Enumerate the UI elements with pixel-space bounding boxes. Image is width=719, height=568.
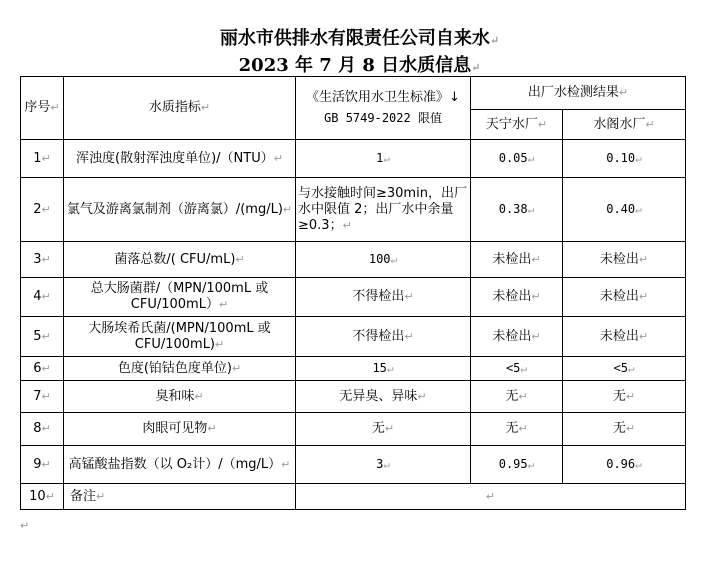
row-plant2-value: 0.10↵ [563,140,686,178]
subtitle-text: 2023 年 7 月 8 日水质信息 [238,55,472,76]
table-row [21,178,686,242]
remark-label: 备注↵ [64,484,296,510]
header-results: 出厂水检测结果↵ [471,77,686,110]
row-limit: 15↵ [296,357,471,381]
row-limit: 与水接触时间≥30min，出厂水中限值 2；出厂水中余量≥0.3；↵ [296,178,471,242]
water-quality-table [20,76,686,510]
table-row [21,278,686,317]
row-plant1-value: <5↵ [471,357,563,381]
row-seq: 5↵ [21,317,64,357]
table-row [21,242,686,278]
title-text: 丽水市供排水有限责任公司自来水 [219,28,490,49]
row-plant1-value: 未检出↵ [471,242,563,278]
row-plant2-value: 未检出↵ [563,278,686,317]
row-plant2-value: 0.96↵ [563,446,686,484]
row-indicator: 浑浊度(散射浑浊度单位)/（NTU）↵ [64,140,296,178]
table-row [21,446,686,484]
row-plant2-value: 未检出↵ [563,242,686,278]
row-plant1-value: 无↵ [471,381,563,413]
row-plant1-value: 无↵ [471,413,563,446]
header-indicator: 水质指标↵ [64,77,296,140]
row-indicator: 大肠埃希氏菌/(MPN/100mL 或 CFU/100mL)↵ [64,317,296,357]
row-indicator: 总大肠菌群/（MPN/100mL 或 CFU/100mL）↵ [64,278,296,317]
row-plant1-value: 未检出↵ [471,317,563,357]
standard-code: GB 5749-2022 限值 [324,111,442,125]
document-subtitle [0,51,719,77]
header-plant-shuige: 水阁水厂↵ [563,110,686,140]
row-plant2-value: 未检出↵ [563,317,686,357]
standard-name: 《生活饮用水卫生标准》↓ [306,90,460,105]
row-plant1-value: 0.38↵ [471,178,563,242]
row-indicator: 高锰酸盐指数（以 O₂计）/（mg/L）↵ [64,446,296,484]
remark-content: ↵ [296,484,686,510]
row-limit: 无异臭、异味↵ [296,381,471,413]
row-limit: 100↵ [296,242,471,278]
row-limit: 不得检出↵ [296,278,471,317]
row-indicator: 色度(铂钴色度单位)↵ [64,357,296,381]
document-title [0,24,719,50]
row-plant1-value: 0.95↵ [471,446,563,484]
row-limit: 1↵ [296,140,471,178]
table-row [21,140,686,178]
row-seq: 7↵ [21,381,64,413]
end-paragraph-mark: ↵ [20,519,30,532]
row-indicator: 菌落总数/( CFU/mL)↵ [64,242,296,278]
paragraph-mark: ↵ [471,61,481,74]
table-row [21,381,686,413]
row-limit: 无↵ [296,413,471,446]
row-limit: 不得检出↵ [296,317,471,357]
row-plant2-value: 无↵ [563,413,686,446]
row-plant2-value: 0.40↵ [563,178,686,242]
table-row [21,357,686,381]
row-limit: 3↵ [296,446,471,484]
row-indicator: 氯气及游离氯制剂（游离氯）/(mg/L)↵ [64,178,296,242]
row-plant1-value: 0.05↵ [471,140,563,178]
row-seq: 2↵ [21,178,64,242]
row-plant1-value: 未检出↵ [471,278,563,317]
row-seq: 1↵ [21,140,64,178]
header-plant-tianning: 天宁水厂↵ [471,110,563,140]
table-row [21,413,686,446]
remark-row [21,484,686,510]
row-seq: 4↵ [21,278,64,317]
row-seq: 3↵ [21,242,64,278]
row-plant2-value: <5↵ [563,357,686,381]
table-header-row [21,77,686,110]
row-indicator: 肉眼可见物↵ [64,413,296,446]
row-indicator: 臭和味↵ [64,381,296,413]
row-seq: 9↵ [21,446,64,484]
row-seq: 10↵ [21,484,64,510]
row-plant2-value: 无↵ [563,381,686,413]
header-standard [296,77,471,140]
row-seq: 6↵ [21,357,64,381]
header-seq: 序号↵ [21,77,64,140]
row-seq: 8↵ [21,413,64,446]
paragraph-mark: ↵ [489,34,500,47]
table-row [21,317,686,357]
